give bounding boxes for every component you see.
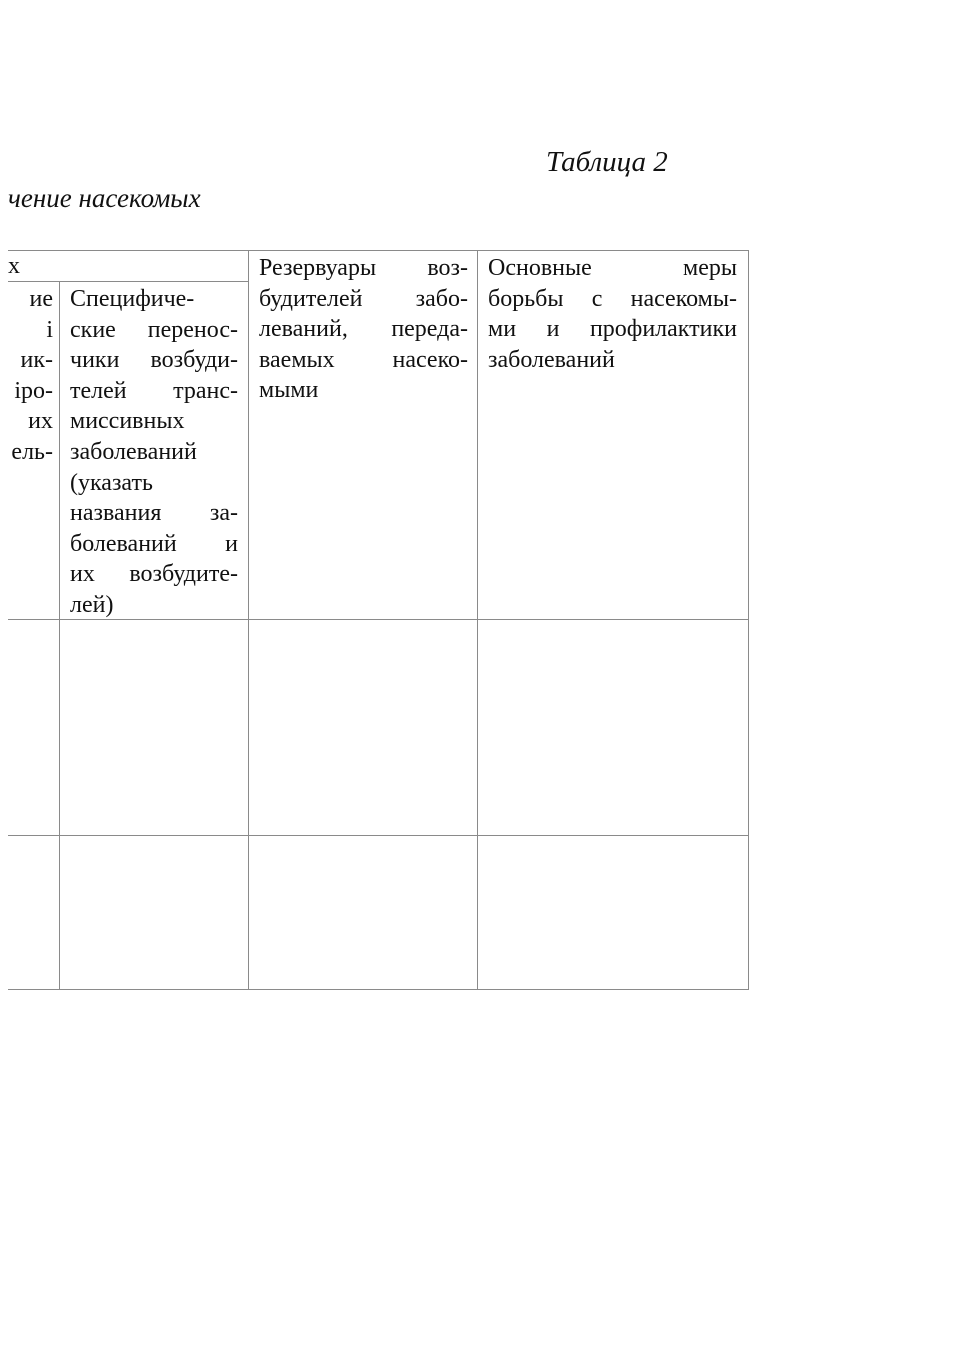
text-word: ми <box>488 316 517 343</box>
header-cell-vectors <box>70 284 238 621</box>
header-line <box>70 376 238 407</box>
text-word: забо- <box>415 285 468 312</box>
header-line <box>488 314 737 345</box>
header-cell-reservoirs <box>259 253 468 406</box>
text-word: чики <box>70 347 120 374</box>
header-line <box>488 253 737 284</box>
header-cell-measures <box>488 253 737 375</box>
cut-fragment: іро- <box>14 377 53 404</box>
text-word: переда- <box>391 316 468 343</box>
table-cell <box>478 620 748 835</box>
text-word: мыми <box>259 377 319 404</box>
cut-column-fragments <box>8 284 53 468</box>
table-cell <box>249 836 477 989</box>
header-line <box>259 345 468 376</box>
text-word: Специфиче- <box>70 286 195 312</box>
header-line <box>70 315 238 346</box>
text-word: названия <box>70 500 162 527</box>
text-word: и <box>225 530 238 557</box>
header-line <box>70 529 238 560</box>
text-word: леваний, <box>259 316 348 343</box>
text-word: меры <box>683 255 737 281</box>
text-word: лей) <box>70 591 114 618</box>
header-group-fragment-text: х <box>8 253 20 279</box>
text-word: и <box>546 316 560 343</box>
header-line <box>70 437 238 468</box>
cut-fragment: их <box>28 408 53 435</box>
text-word: профилактики <box>589 316 737 343</box>
table-number: Таблица 2 <box>546 146 668 178</box>
header-line <box>70 345 238 376</box>
table-cell <box>60 836 248 989</box>
text-word: Резервуары <box>259 255 377 281</box>
text-word: транс- <box>173 377 238 404</box>
table-cell <box>478 836 748 989</box>
text-word: Основные <box>488 255 592 281</box>
text-word: с <box>591 285 603 312</box>
table-caption: чение насекомых <box>8 183 201 213</box>
text-word: телей <box>70 377 127 404</box>
text-word: борьбы <box>488 285 564 312</box>
text-word: насеко- <box>392 346 468 373</box>
text-word: возбудите- <box>129 561 238 588</box>
text-word: возбуди- <box>150 347 238 374</box>
header-line <box>70 468 238 499</box>
text-word: (указать <box>70 469 153 496</box>
header-line <box>70 590 238 621</box>
text-word: будителей <box>259 285 363 312</box>
header-group-fragment <box>8 251 20 282</box>
text-word: миссивных <box>70 408 185 435</box>
text-word: насекомы- <box>630 285 737 312</box>
header-subdivider <box>8 281 249 282</box>
text-word: ские <box>70 316 116 343</box>
cut-fragment: ие <box>29 286 53 312</box>
header-line <box>259 284 468 315</box>
table-cell <box>60 620 248 835</box>
table-cell <box>249 620 477 835</box>
header-line <box>70 559 238 590</box>
text-word: заболеваний <box>70 438 197 465</box>
header-line <box>259 375 468 406</box>
cut-fragment: ель- <box>11 438 53 465</box>
text-word: перенос- <box>147 316 238 343</box>
cut-fragment: ик- <box>20 347 53 374</box>
text-word: ваемых <box>259 346 335 373</box>
table-top-border <box>8 250 749 251</box>
header-line <box>488 284 737 315</box>
table-bottom-border <box>8 989 749 990</box>
header-line <box>259 253 468 284</box>
header-line <box>70 406 238 437</box>
text-word: их <box>70 561 95 588</box>
text-word: заболеваний <box>488 346 615 373</box>
cut-fragment: і <box>46 316 53 343</box>
header-line <box>70 498 238 529</box>
text-word: за- <box>209 500 238 527</box>
text-word: воз- <box>427 255 468 281</box>
header-line <box>259 314 468 345</box>
header-line <box>488 345 737 376</box>
text-word: болеваний <box>70 530 177 557</box>
header-line <box>70 284 238 315</box>
table-right-border <box>748 250 749 990</box>
